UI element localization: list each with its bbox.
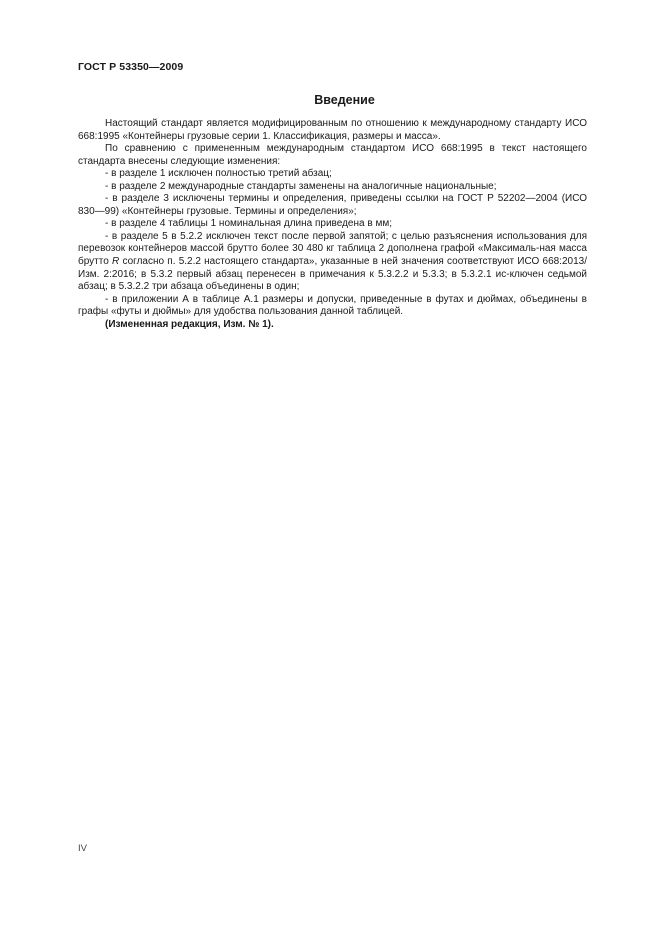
text-segment: согласно п. 5.2.2 настоящего стандарта», указанные в ней значения соответствуют ИСО 668:2013/Изм. 2:2016; в 5.3.2 первый абзац перенесен в примечания к 5.3.2.2 и 5.3.3; в 5.3.2.1 ис-ключен седьмой абзац; в 5.3.2.2 три абзаца объединены в один;	[78, 256, 587, 293]
list-item-section-4: - в разделе 4 таблицы 1 номинальная длина приведена в мм;	[105, 218, 392, 230]
list-item-section-1: - в разделе 1 исключен полностью третий абзац;	[105, 168, 332, 180]
body-text	[78, 118, 587, 331]
list-item-appendix-a: - в приложении А в таблице А.1 размеры и допуски, приведенные в футах и дюймах, объединены в графы «футы и дюймы» для удобства пользования данной таблицей.	[78, 293, 587, 318]
section-title: Введение	[314, 93, 375, 107]
text-segment: - в разделе 5 в 5.2.2 исключен текст после первой запятой; с целью разъяснения использования для перевозок контейнеров массой брутто более 30 480 кг таблица 2 дополнена графой «Максималь-ная масса брутто	[78, 230, 587, 268]
list-item-section-5	[78, 231, 587, 294]
list-item-section-2: - в разделе 2 международные стандарты заменены на аналогичные национальные;	[105, 180, 497, 192]
paragraph-intro: Настоящий стандарт является модифицированным по отношению к международному стандарту ИСО 668:1995 «Контейнеры грузовые серии 1. Классификация, размеры и масса».	[78, 118, 587, 142]
amendment-note: (Измененная редакция, Изм. № 1).	[105, 318, 274, 330]
paragraph-changes-intro: По сравнению с примененным международным стандартом ИСО 668:1995 в текст настоящего стандарта внесены следующие изменения:	[78, 143, 587, 167]
standard-code-header: ГОСТ Р 53350—2009	[78, 61, 184, 73]
list-item-section-3: - в разделе 3 исключены термины и определения, приведены ссылки на ГОСТ Р 52202—2004 (ИСО 830—99) «Контейнеры грузовые. Термины и определения»;	[78, 193, 587, 217]
page-number: IV	[78, 843, 87, 854]
italic-symbol: R	[112, 256, 120, 268]
